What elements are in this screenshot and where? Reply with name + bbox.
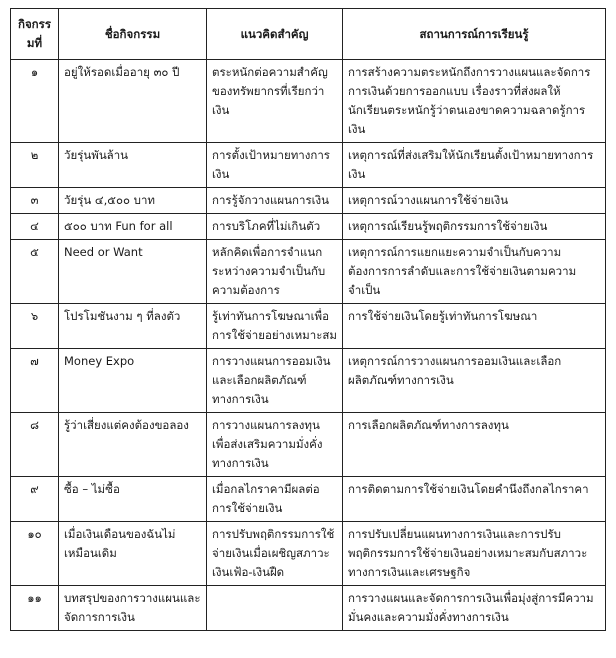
cell-name: Need or Want — [59, 240, 207, 304]
table-row — [11, 240, 606, 304]
cell-concept — [207, 586, 343, 631]
cell-no: ๔ — [11, 214, 59, 240]
table-row — [11, 143, 606, 188]
cell-name: ๕๐๐ บาท Fun for all — [59, 214, 207, 240]
table-row — [11, 522, 606, 586]
cell-concept: การบริโภคที่ไม่เกินตัว — [207, 214, 343, 240]
cell-situation: การเลือกผลิตภัณฑ์ทางการลงทุน — [343, 413, 606, 477]
cell-no: ๖ — [11, 304, 59, 349]
header-no: กิจกรรมที่ — [11, 9, 59, 60]
cell-situation: เหตุการณ์เรียนรู้พฤติกรรมการใช้จ่ายเงิน — [343, 214, 606, 240]
cell-no: ๓ — [11, 188, 59, 214]
cell-situation: การติดตามการใช้จ่ายเงินโดยคำนึงถึงกลไกราคา — [343, 477, 606, 522]
cell-name: วัยรุ่นพันล้าน — [59, 143, 207, 188]
cell-concept: การปรับพฤติกรรมการใช้จ่ายเงินเมื่อเผชิญสภาวะเงินเฟ้อ-เงินฝืด — [207, 522, 343, 586]
activity-table — [10, 8, 606, 631]
cell-situation: เหตุการณ์การวางแผนการออมเงินและเลือกผลิตภัณฑ์ทางการเงิน — [343, 349, 606, 413]
cell-name: รู้ว่าเสี่ยงแต่คงต้องขอลอง — [59, 413, 207, 477]
table-row — [11, 477, 606, 522]
cell-no: ๗ — [11, 349, 59, 413]
table-row — [11, 304, 606, 349]
table-row — [11, 214, 606, 240]
cell-situation: การสร้างความตระหนักถึงการวางแผนและจัดการการเงินด้วยการออกแบบ เรื่องราวที่ส่งผลให้นักเรียนตระหนักรู้ว่าตนเองขาดความฉลาดรู้การเงิน — [343, 60, 606, 143]
cell-situation: การวางแผนและจัดการการเงินเพื่อมุ่งสู่การมีความมั่นคงและความมั่งคั่งทางการเงิน — [343, 586, 606, 631]
cell-situation: การปรับเปลี่ยนแผนทางการเงินและการปรับพฤติกรรมการใช้จ่ายเงินอย่างเหมาะสมกับสภาวะทางการเงินและเศรษฐกิจ — [343, 522, 606, 586]
cell-concept: เมื่อกลไกราคามีผลต่อการใช้จ่ายเงิน — [207, 477, 343, 522]
cell-name: Money Expo — [59, 349, 207, 413]
cell-no: ๕ — [11, 240, 59, 304]
cell-situation: เหตุการณ์การแยกแยะความจำเป็นกับความต้องการการลำดับและการใช้จ่ายเงินตามความจำเป็น — [343, 240, 606, 304]
header-concept: แนวคิดสำคัญ — [207, 9, 343, 60]
cell-no: ๙ — [11, 477, 59, 522]
cell-no: ๘ — [11, 413, 59, 477]
cell-no: ๑๐ — [11, 522, 59, 586]
cell-concept: การวางแผนการลงทุนเพื่อส่งเสริมความมั่งคั่งทางการเงิน — [207, 413, 343, 477]
cell-concept: การรู้จักวางแผนการเงิน — [207, 188, 343, 214]
table-row — [11, 60, 606, 143]
cell-concept: การตั้งเป้าหมายทางการเงิน — [207, 143, 343, 188]
cell-situation: การใช้จ่ายเงินโดยรู้เท่าทันการโฆษณา — [343, 304, 606, 349]
cell-concept: รู้เท่าทันการโฆษณาเพื่อการใช้จ่ายอย่างเหมาะสม — [207, 304, 343, 349]
cell-name: โปรโมชันงาม ๆ ที่ลงตัว — [59, 304, 207, 349]
table-row — [11, 188, 606, 214]
table-row — [11, 413, 606, 477]
table-row — [11, 586, 606, 631]
cell-concept: การวางแผนการออมเงินและเลือกผลิตภัณฑ์ทางการเงิน — [207, 349, 343, 413]
cell-concept: ตระหนักต่อความสำคัญของทรัพยากรที่เรียกว่าเงิน — [207, 60, 343, 143]
cell-no: ๑๑ — [11, 586, 59, 631]
cell-name: วัยรุ่น ๔,๕๐๐ บาท — [59, 188, 207, 214]
cell-no: ๑ — [11, 60, 59, 143]
cell-no: ๒ — [11, 143, 59, 188]
header-row — [11, 9, 606, 60]
cell-name: บทสรุปของการวางแผนและจัดการการเงิน — [59, 586, 207, 631]
cell-name: อยู่ให้รอดเมื่ออายุ ๓๐ ปี — [59, 60, 207, 143]
cell-situation: เหตุการณ์วางแผนการใช้จ่ายเงิน — [343, 188, 606, 214]
header-situation: สถานการณ์การเรียนรู้ — [343, 9, 606, 60]
table-row — [11, 349, 606, 413]
header-name: ชื่อกิจกรรม — [59, 9, 207, 60]
cell-name: ซื้อ – ไม่ซื้อ — [59, 477, 207, 522]
cell-concept: หลักคิดเพื่อการจำแนกระหว่างความจำเป็นกับความต้องการ — [207, 240, 343, 304]
cell-situation: เหตุการณ์ที่ส่งเสริมให้นักเรียนตั้งเป้าหมายทางการเงิน — [343, 143, 606, 188]
cell-name: เมื่อเงินเดือนของฉันไม่เหมือนเดิม — [59, 522, 207, 586]
